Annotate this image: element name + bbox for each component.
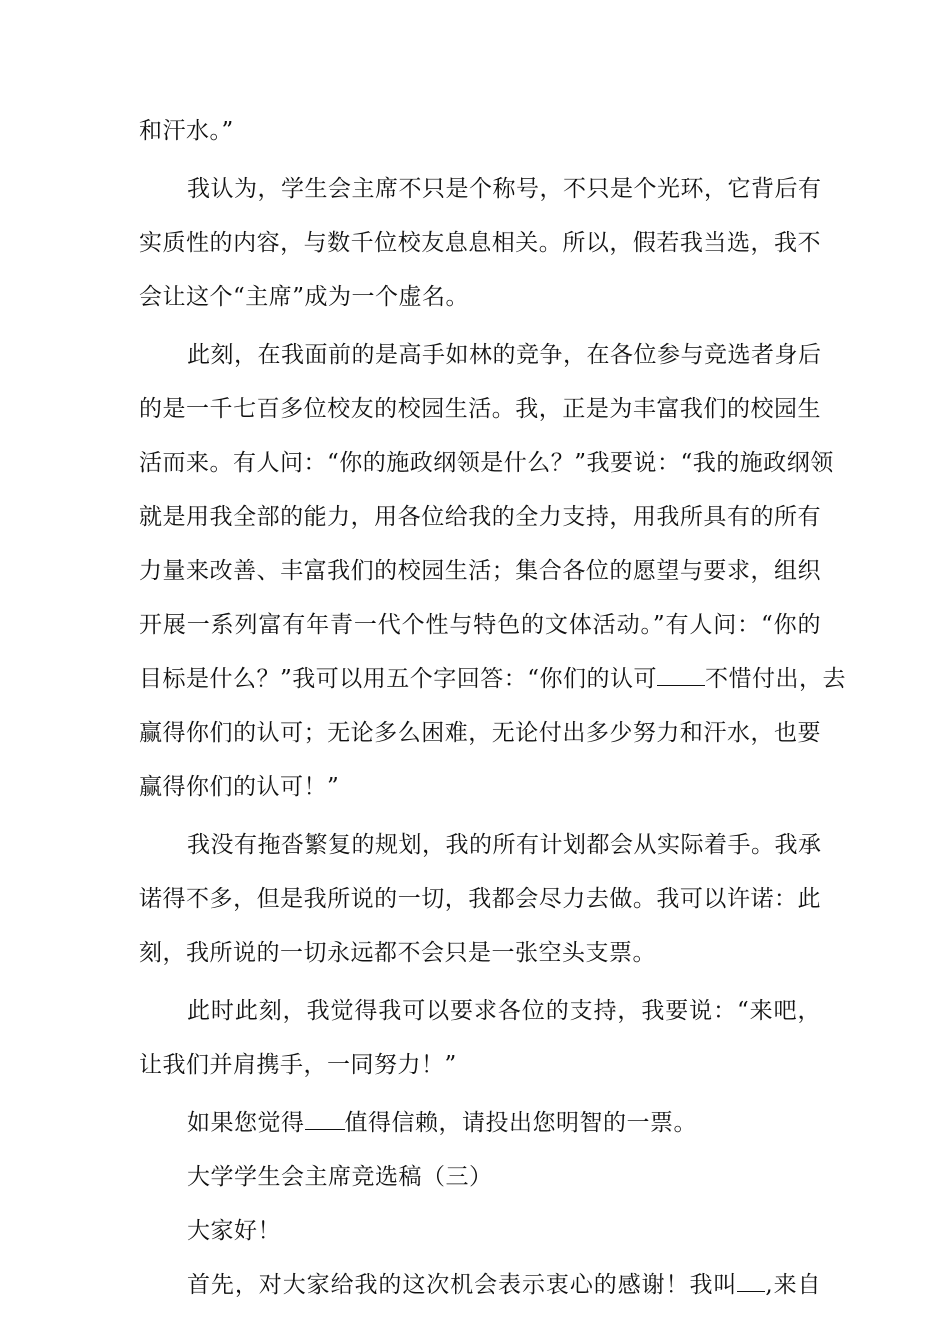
paragraph [139,104,821,158]
paragraph [139,162,821,324]
text-line [139,1096,821,1150]
text-line: 的是一千七百多位校友的校园生活。我，正是为丰富我们的校园生 [139,396,821,422]
text-line: 我认为，学生会主席不只是个称号，不只是个光环，它背后有 [187,176,822,202]
text-line [139,1258,821,1312]
paragraph [139,818,821,980]
paragraph [139,328,847,814]
text-segment: 目标是什么？”我可以用五个字回答：“你们的认可 [139,666,658,692]
text-line: 就是用我全部的能力，用各位给我的全力支持，用我所具有的所有 [139,504,821,530]
text-segment: 不惜付出，去 [705,666,847,692]
fill-in-blank [737,1271,765,1292]
text-line: 诺得不多，但是我所说的一切，我都会尽力去做。我可以许诺：此 [139,886,821,912]
text-segment: 如果您觉得 [187,1110,305,1136]
text-segment: 值得信赖，请投出您明智的一票。 [344,1110,697,1136]
text-line: 力量来改善、丰富我们的校园生活；集合各位的愿望与要求，组织 [139,558,821,584]
paragraph [139,984,821,1092]
text-line: 大家好！ [187,1218,281,1244]
text-line: 和汗水。” [139,118,234,144]
text-line: 我没有拖沓繁复的规划，我的所有计划都会从实际着手。我承 [187,832,822,858]
text-line: 活而来。有人问：“你的施政纲领是什么？”我要说：“我的施政纲领 [139,450,834,476]
fill-in-blank [657,665,705,686]
text-line: 实质性的内容，与数千位校友息息相关。所以，假若我当选，我不 [139,230,821,256]
text-line: 会让这个“主席”成为一个虚名。 [139,284,470,310]
text-line: 刻，我所说的一切永远都不会只是一张空头支票。 [139,940,656,966]
text-line [139,652,847,706]
section-heading [139,1150,821,1204]
text-line: 赢得你们的认可！” [139,774,340,800]
text-line: 让我们并肩携手，一同努力！” [139,1052,457,1078]
paragraph [139,1096,821,1150]
greeting [139,1204,821,1258]
text-line: 此时此刻，我觉得我可以要求各位的支持，我要说：“来吧， [187,998,821,1024]
text-line: 开展一系列富有年青一代个性与特色的文体活动。”有人问：“你的 [139,612,821,638]
text-segment: ,来自 [765,1272,822,1298]
text-line: 赢得你们的认可；无论多么困难，无论付出多少努力和汗水，也要 [139,720,821,746]
text-line: 大学学生会主席竞选稿（三） [187,1164,493,1190]
document-body [139,104,847,1312]
text-segment: 首先，对大家给我的这次机会表示衷心的感谢！我叫 [187,1272,738,1298]
fill-in-blank [305,1109,345,1130]
paragraph [139,1258,821,1312]
text-line: 此刻，在我面前的是高手如林的竞争，在各位参与竞选者身后 [187,342,822,368]
